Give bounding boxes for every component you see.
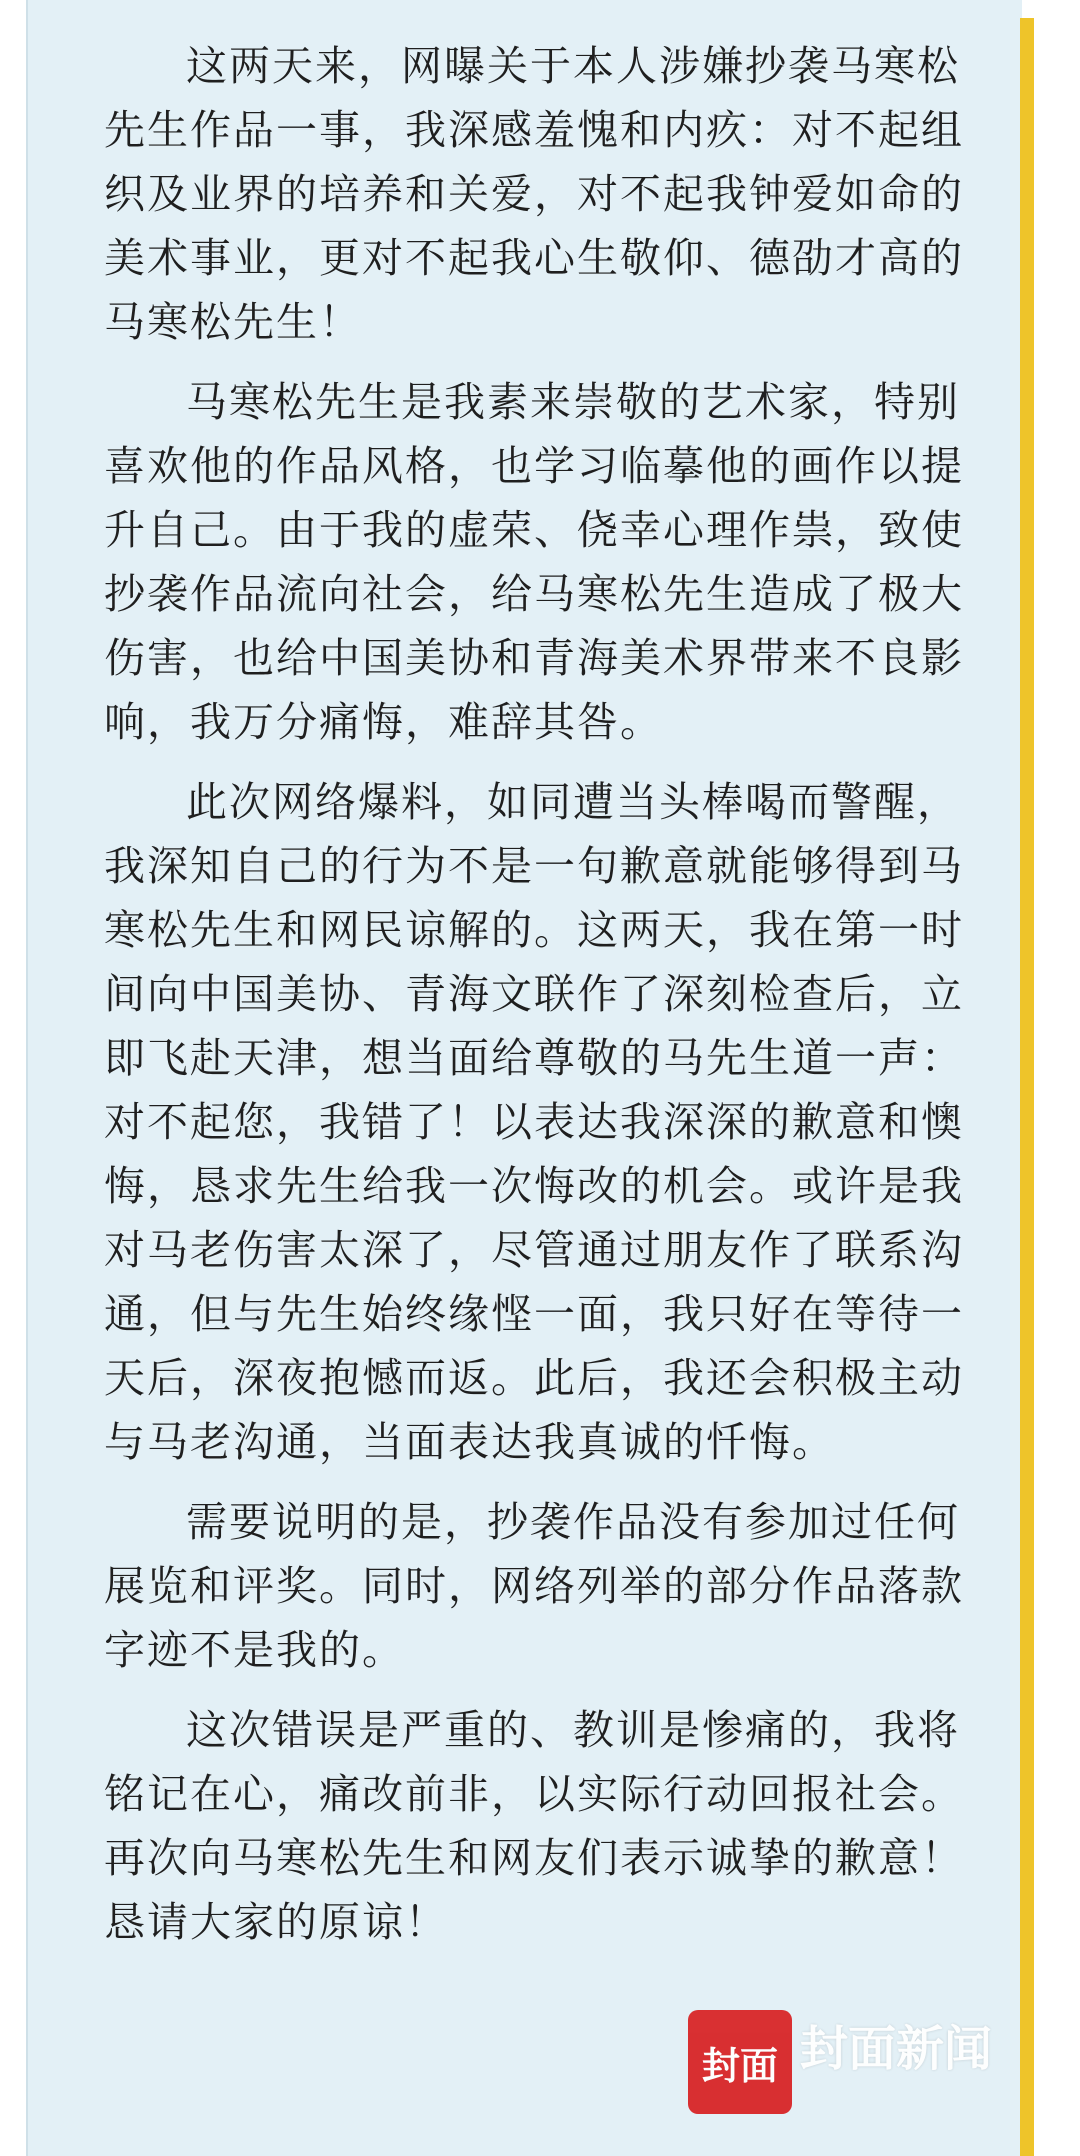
text-line: 与马老沟通，当面表达我真诚的忏悔。	[104, 1418, 835, 1466]
apology-text	[104, 34, 1004, 1970]
text-line: 天后，深夜抱憾而返。此后，我还会积极主动	[104, 1354, 964, 1402]
news-logo-icon	[688, 2010, 792, 2114]
paragraph-2	[104, 370, 1004, 754]
text-line: 寒松先生和网民谅解的。这两天，我在第一时	[104, 906, 964, 954]
text-line: 间向中国美协、青海文联作了深刻检查后，立	[104, 970, 964, 1018]
paragraph-3	[104, 770, 1004, 1474]
paragraph-5	[104, 1698, 1004, 1954]
text-line: 先生作品一事，我深感羞愧和内疚：对不起组	[104, 106, 964, 154]
text-line: 字迹不是我的。	[104, 1626, 405, 1674]
text-line: 喜欢他的作品风格，也学习临摹他的画作以提	[104, 442, 964, 490]
accent-bar	[1020, 18, 1034, 2156]
text-line: 铭记在心，痛改前非，以实际行动回报社会。	[104, 1770, 964, 1818]
text-line: 此次网络爆料，如同遭当头棒喝而警醒，	[186, 778, 960, 826]
text-line: 恳请大家的原谅！	[104, 1898, 448, 1946]
paragraph-4	[104, 1490, 1004, 1682]
text-line: 马寒松先生是我素来崇敬的艺术家，特别	[186, 378, 960, 426]
text-line: 抄袭作品流向社会，给马寒松先生造成了极大	[104, 570, 964, 618]
text-line: 马寒松先生！	[104, 298, 362, 346]
text-line: 通，但与先生始终缘悭一面，我只好在等待一	[104, 1290, 964, 1338]
text-line: 美术事业，更对不起我心生敬仰、德劭才高的	[104, 234, 964, 282]
text-line: 即飞赴天津，想当面给尊敬的马先生道一声：	[104, 1034, 964, 1082]
paragraph-1	[104, 34, 1004, 354]
text-line: 展览和评奖。同时，网络列举的部分作品落款	[104, 1562, 964, 1610]
text-line: 织及业界的培养和关爱，对不起我钟爱如命的	[104, 170, 964, 218]
news-brand-watermark: 封面新闻	[800, 2021, 993, 2077]
text-line: 对马老伤害太深了，尽管通过朋友作了联系沟	[104, 1226, 964, 1274]
text-line: 伤害，也给中国美协和青海美术界带来不良影	[104, 634, 964, 682]
text-line: 再次向马寒松先生和网友们表示诚挚的歉意！	[104, 1834, 964, 1882]
text-line: 升自己。由于我的虚荣、侥幸心理作祟，致使	[104, 506, 964, 554]
text-line: 需要说明的是，抄袭作品没有参加过任何	[186, 1498, 960, 1546]
text-line: 对不起您，我错了！以表达我深深的歉意和懊	[104, 1098, 964, 1146]
logo-text: 封面	[701, 2043, 778, 2088]
text-line: 响，我万分痛悔，难辞其咎。	[104, 698, 663, 746]
text-line: 这次错误是严重的、教训是惨痛的，我将	[186, 1706, 960, 1754]
text-line: 这两天来，网曝关于本人涉嫌抄袭马寒松	[186, 42, 960, 90]
text-line: 我深知自己的行为不是一句歉意就能够得到马	[104, 842, 964, 890]
text-line: 悔，恳求先生给我一次悔改的机会。或许是我	[104, 1162, 964, 1210]
